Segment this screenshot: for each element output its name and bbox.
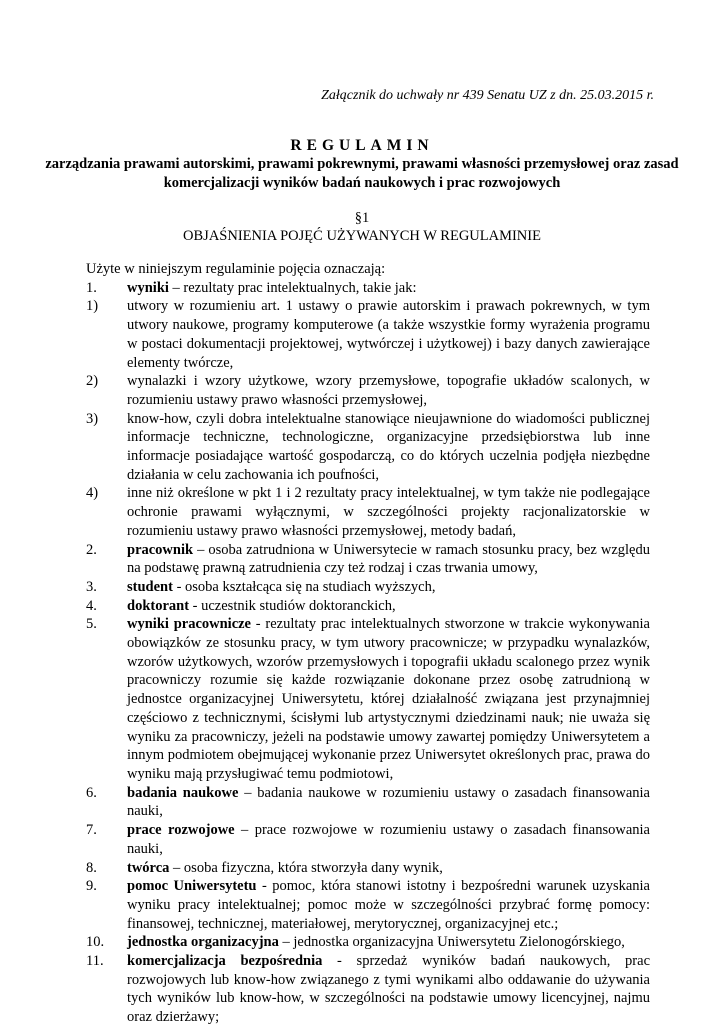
document-title: REGULAMIN [290,137,434,154]
document-body [86,260,650,1027]
definition-item [86,484,650,540]
definition-item [86,279,650,298]
definition-description: – jednostka organizacyjna Uniwersytetu Zielonogórskiego, [278,934,625,951]
definition-description: wynalazki i wzory użytkowe, wzory przemysłowe, topografie układów scalonych, w rozumieniu ustawy prawo własności przemysłowej, [127,373,650,408]
definition-text [127,297,650,372]
definition-text [127,372,650,409]
definition-term: twórca [127,859,170,876]
definition-text [127,952,650,1027]
section-sign: §1 [354,210,370,226]
definition-term: badania naukowe [127,784,239,801]
definition-term: pomoc Uniwersytetu [127,878,257,895]
definition-text [127,821,650,858]
definition-item [86,597,650,616]
definition-number: 10. [86,934,105,951]
definition-number: 9. [86,878,97,895]
definition-term: wyniki pracownicze [127,616,251,633]
definition-number: 5. [86,616,97,633]
annex-note: Załącznik do uchwały nr 439 Senatu UZ z dn. 25.03.2015 r. [321,88,654,103]
definition-item [86,578,650,597]
definition-description: utwory w rozumieniu art. 1 ustawy o prawie autorskim i prawach pokrewnych, w tym utwory naukowe, programy komputerowe (a także wszystkie formy wyrażenia programu w postaci dokumentacji projektowej, wytwórczej i użytkowej) i bazy danych zawierające elementy twórcze, [127,298,650,371]
definitions-list [86,279,650,1027]
definition-text [127,597,650,616]
definition-item [86,541,650,578]
definition-number: 1) [86,298,99,315]
intro-text: Użyte w niniejszym regulaminie pojęcia oznaczają: [86,261,386,277]
definition-text [127,933,650,952]
definition-term: student [127,578,173,595]
definition-item [86,615,650,783]
definition-number: 1. [86,279,97,296]
definition-term: doktorant [127,597,190,614]
definition-description: - uczestnik studiów doktoranckich, [189,597,396,614]
definition-description: – osoba zatrudniona w Uniwersytecie w ramach stosunku pracy, bez względu na podstawę prawną zatrudnienia czy też rodzaj i czas trwania umowy, [127,541,650,577]
definition-description: inne niż określone w pkt 1 i 2 rezultaty pracy intelektualnej, w tym także nie podlegające ochronie prawami wyłącznymi, w szczególności projekty racjonalizatorskie w rozumieniu ustawy prawo własności przemysłowej, metody badań, [127,485,650,539]
definition-item [86,372,650,409]
definition-text [127,859,650,878]
definition-number: 6. [86,784,97,801]
definition-text [127,578,650,597]
section-title: OBJAŚNIENIA POJĘĆ UŻYWANYCH W REGULAMINIE [183,228,541,244]
definition-item [86,859,650,878]
definition-number: 4) [86,485,99,502]
definition-description: know-how, czyli dobra intelektualne stanowiące nieujawnione do wiadomości publicznej informacje techniczne, technologiczne, organizacyjne przedsiębiorstwa lub inne informacje posiadające wartość gospodarczą, co do których uczelnia podjęła niezbędne działania w celu zachowania ich poufności, [127,410,650,483]
definition-item [86,877,650,933]
definition-term: jednostka organizacyjna [127,934,279,951]
definition-description: – badania naukowe w rozumieniu ustawy o zasadach finansowania nauki, [127,784,650,820]
definition-text [127,410,650,485]
definition-item [86,297,650,372]
definition-number: 3. [86,578,97,595]
definition-number: 7. [86,822,97,839]
definition-text [127,877,650,933]
definition-text [127,784,650,821]
definition-number: 3) [86,410,99,427]
definition-text [127,615,650,783]
definition-description: – rezultaty prac intelektualnych, takie jak: [168,279,417,296]
definition-item [86,821,650,858]
definition-item [86,784,650,821]
definition-description: - pomoc, która stanowi istotny i bezpośredni warunek uzyskania wyniku pracy intelektualnej; pomoc może w szczególności przybrać formę pomocy: finansowej, technicznej, materiałowej, merytorycznej, organizacyjnej etc.; [127,878,650,932]
definition-description: - osoba kształcąca się na studiach wyższych, [172,578,436,595]
definition-number: 11. [86,953,104,970]
definition-number: 2. [86,541,97,558]
definition-number: 8. [86,859,97,876]
definition-text [127,541,650,578]
definition-term: wyniki [127,279,169,296]
definition-description: - rezultaty prac intelektualnych stworzone w trakcie wykonywania obowiązków ze stosunku pracy, w tym utwory pracownicze; w przypadku wynalazków, wzorów użytkowych, wzorów przemysłowych i topografii układu scalonego przez wynik pracowniczy rozumie się każde rozwiązanie dokonane przez osobę zatrudnioną w jednostce organizacyjnej Uniwersytetu, której działalność związana jest przynajmniej częściowo z technicznymi, ścisłymi lub artystycznymi dziedzinami nauk; nie uważa się wyniku za pracowniczy, jeżeli na podstawie umowy zawartej pomiędzy Uniwersytetem a innym podmiotem obejmującej wykonanie przez Uniwersytet określonych prac, prawa do wyniku mają przysługiwać temu podmiotowi, [127,616,650,782]
definition-number: 2) [86,373,99,390]
definition-text [127,484,650,540]
definition-description: - sprzedaż wyników badań naukowych, prac rozwojowych lub know-how związanego z tymi wynikami albo oddawanie do używania tych wyników lub know-how, w szczególności na podstawie umowy licencyjnej, najmu oraz dzierżawy; [127,953,651,1026]
definition-item [86,933,650,952]
document-subtitle: zarządzania prawami autorskimi, prawami pokrewnymi, prawami własności przemysłowej oraz zasad komercjalizacji wyników badań naukowych i prac rozwojowych [45,156,679,191]
definition-term: komercjalizacja bezpośrednia [127,953,323,970]
definition-item [86,410,650,485]
definition-description: – prace rozwojowe w rozumieniu ustawy o zasadach finansowania nauki, [127,822,650,857]
definition-number: 4. [86,597,97,614]
definition-description: – osoba fizyczna, która stworzyła dany wynik, [169,859,443,876]
definition-item [86,952,650,1027]
definition-text [127,279,650,298]
definition-term: pracownik [127,541,194,558]
definition-term: prace rozwojowe [127,822,235,839]
